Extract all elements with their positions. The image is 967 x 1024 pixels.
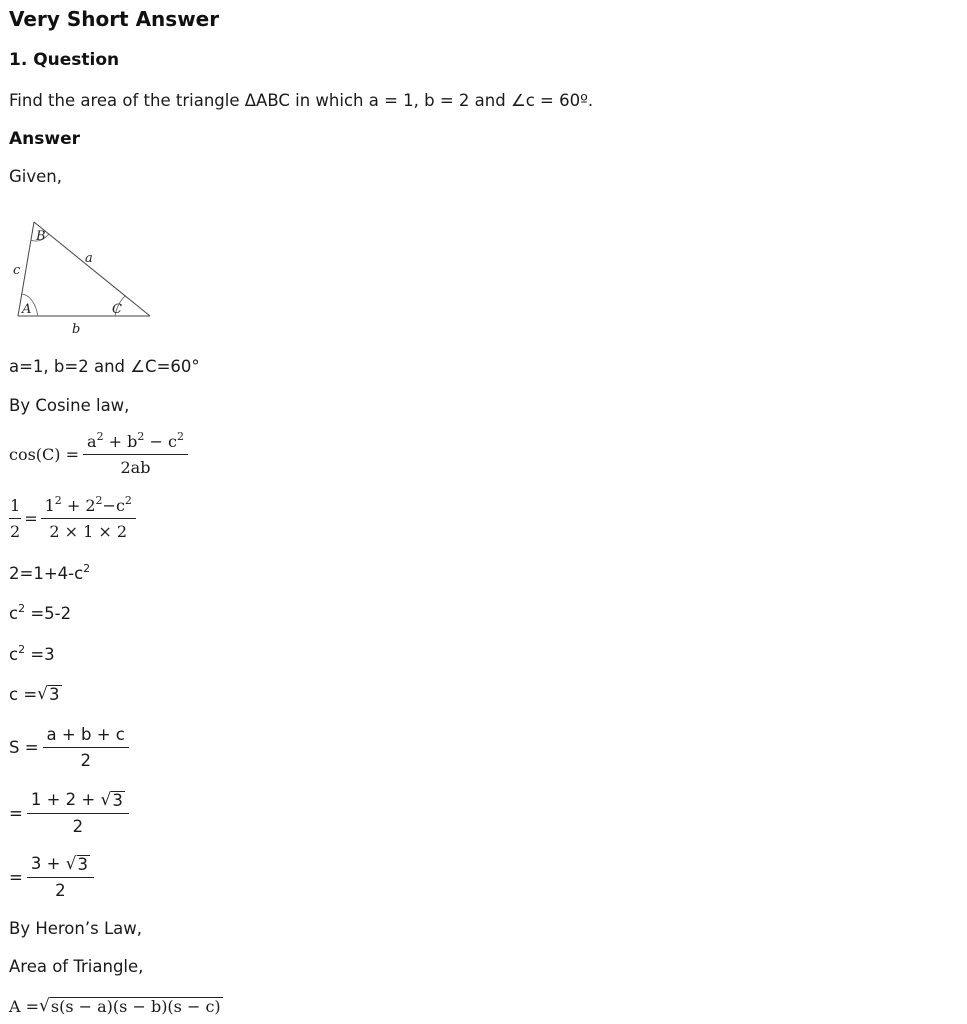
side-b-label: b [72,322,81,337]
side-a [34,222,150,316]
section-heading: Very Short Answer [9,7,220,31]
given-values: a=1, b=2 and ∠C=60° [9,357,200,376]
equals-sign: = [24,509,38,528]
area-label: Area of Triangle, [9,957,144,976]
vertex-c-label: C [112,302,122,317]
substitution-fraction [41,496,136,541]
semi-perimeter-result: = 3 + √ 3 2 [9,854,94,900]
substitution-formula [9,496,136,541]
cosine-denominator: 2ab [120,458,151,477]
side-c-label: c [13,263,21,278]
heron-sqrt: √ s(s − a)(s − b)(s − c) [39,996,221,1016]
semi-perimeter-fraction: $\frac{a + b + c}{2}$ [43,725,129,770]
given-text: Given, [9,167,62,186]
vertex-a-label: A [22,302,32,317]
cosine-lhs: cos(C) = [9,445,80,464]
vertex-b-label: B [36,229,46,244]
substitution-fraction-2: 1 + 2 + √ 3 2 [27,790,129,836]
heron-formula: A = √ s(s − a)(s − b)(s − c) [9,996,221,1016]
substitution-numerator: $1^2 + 2^2-c^2$ [41,496,136,519]
question-text: Find the area of the triangle ΔABC in which a = 1, b = 2 and ∠c = 60º. [9,91,594,110]
sqrt-three: √ 3 [37,684,60,704]
cosine-formula [9,432,188,477]
cosine-fraction [83,432,188,477]
half-fraction: $\frac{1}{2}$ [10,496,21,541]
semi-perimeter-substitution: = 1 + 2 + √ 3 2 [9,790,129,836]
cosine-numerator: $a^2 + b^2 - c^2$ [83,432,188,455]
heron-intro: By Heron’s Law, [9,919,142,938]
answer-label: Answer [9,129,80,149]
step-eq4: $c^2 =5-2$ [9,602,72,623]
step-eq5: $c^2 =3$ [9,643,55,664]
side-a-label: a [85,251,93,266]
triangle-figure [8,216,158,341]
question-label: 1. Question [9,50,120,70]
semi-perimeter-formula: S = $\frac{a + b + c}{2}$ [9,725,129,770]
cosine-intro: By Cosine law, [9,396,130,415]
step-eq3: $2=1+4-c^2$ [9,562,91,583]
result-fraction: 3 + √ 3 2 [27,854,94,900]
substitution-denominator: 2 × 1 × 2 [49,522,128,541]
step-eq6: c = √ 3 [9,684,60,704]
